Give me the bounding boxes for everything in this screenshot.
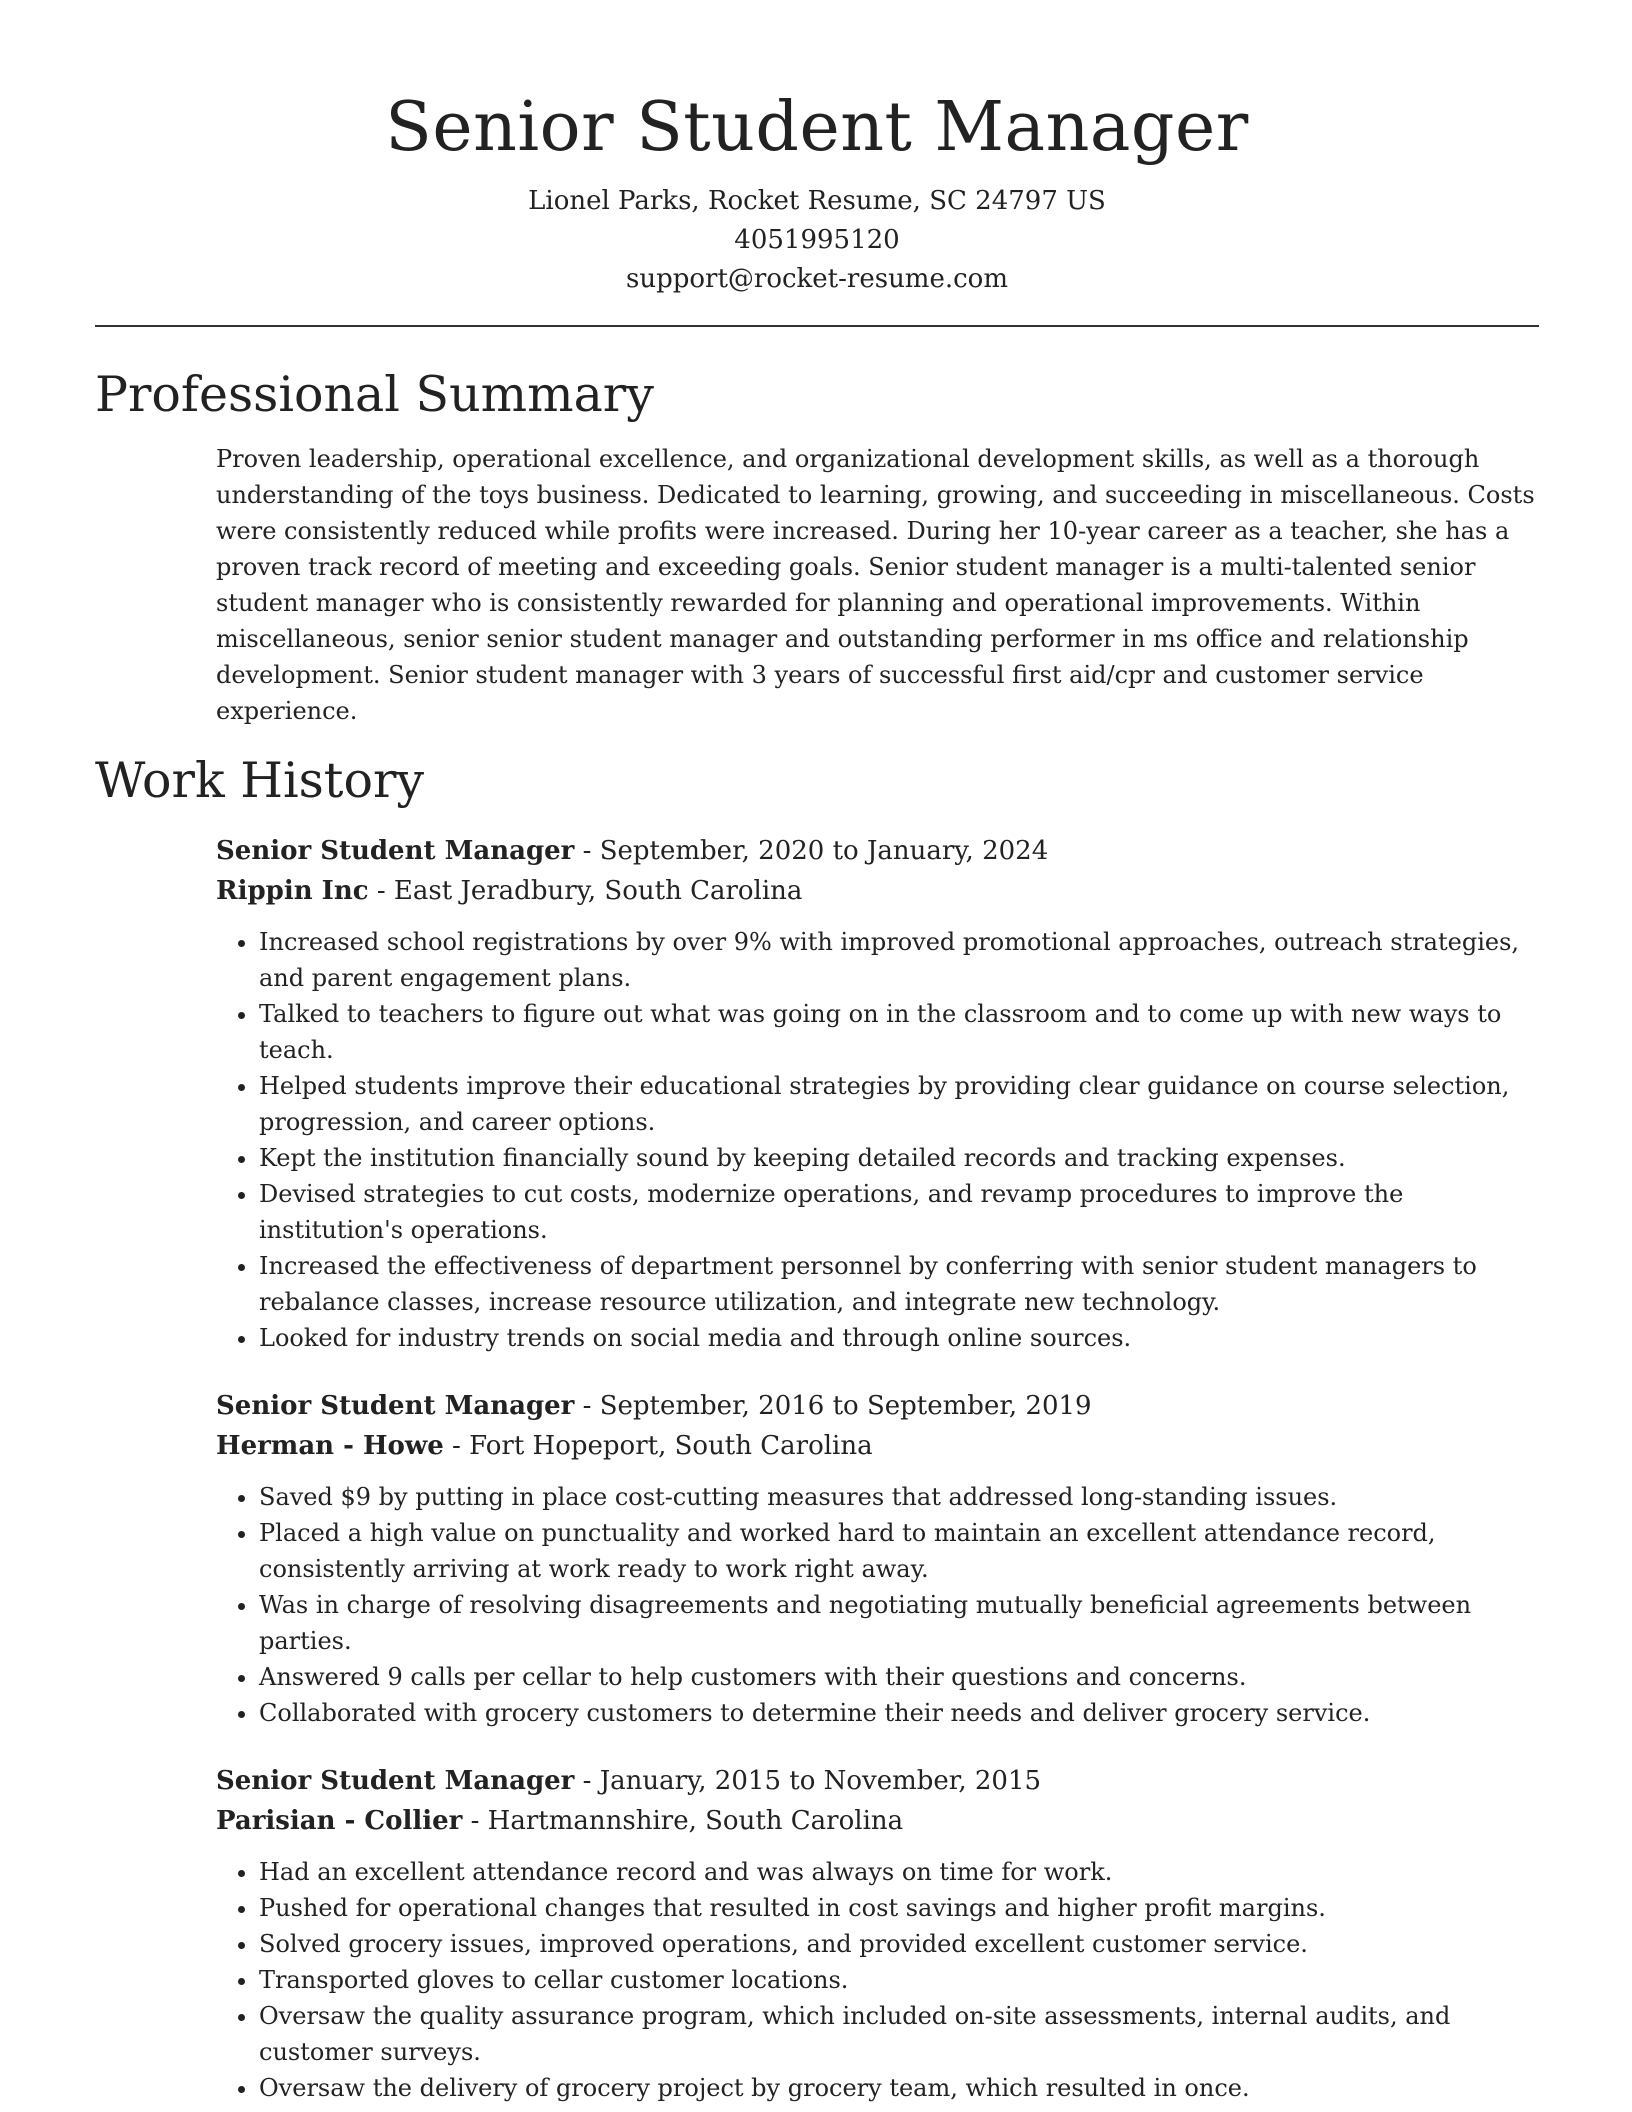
job-entry: [216, 1386, 1539, 1731]
job-dates: September, 2016 to September, 2019: [599, 1391, 1092, 1421]
job-entry: [216, 831, 1539, 1356]
job-role: Senior Student Manager: [216, 1766, 575, 1796]
job-bullet: • Devised strategies to cut costs, modernize operations, and revamp procedures to improve the institution's operations.: [259, 1176, 1539, 1248]
job-bullets: [216, 1479, 1539, 1731]
job-company: Rippin Inc: [216, 876, 369, 906]
job-separator: -: [574, 836, 600, 866]
header-divider: [95, 325, 1539, 327]
job-bullet: • Talked to teachers to figure out what was going on in the classroom and to come up with new ways to teach.: [259, 996, 1539, 1068]
job-bullet: • Had an excellent attendance record and was always on time for work.: [259, 1854, 1539, 1890]
job-dates: January, 2015 to November, 2015: [599, 1766, 1042, 1796]
job-title-line: [216, 1761, 1539, 1801]
job-location: Hartmannshire, South Carolina: [487, 1806, 904, 1836]
job-bullet: • Answered 9 calls per cellar to help customers with their questions and concerns.: [259, 1659, 1539, 1695]
job-title-line: [216, 1386, 1539, 1426]
job-bullet: • Oversaw the delivery of grocery project by grocery team, which resulted in once.: [259, 2070, 1539, 2106]
job-bullet: • Increased the effectiveness of department personnel by conferring with senior student managers to rebalance classes, increase resource utilization, and integrate new technology.: [259, 1248, 1539, 1320]
job-bullet: • Was in charge of resolving disagreements and negotiating mutually beneficial agreements between parties.: [259, 1587, 1539, 1659]
job-company: Herman - Howe: [216, 1431, 444, 1461]
job-location: Fort Hopeport, South Carolina: [469, 1431, 873, 1461]
contact-email: support@rocket-resume.com: [625, 264, 1008, 294]
work-history-heading: Work History: [95, 752, 425, 809]
job-company-line: [216, 1801, 1539, 1841]
job-role: Senior Student Manager: [216, 1391, 575, 1421]
job-separator: -: [574, 1766, 600, 1796]
job-bullet: • Helped students improve their educational strategies by providing clear guidance on course selection, progression, and career options.: [259, 1068, 1539, 1140]
job-bullet: • Increased school registrations by over 9% with improved promotional approaches, outreach strategies, and parent engagement plans.: [259, 924, 1539, 996]
job-bullet: • Placed a high value on punctuality and worked hard to maintain an excellent attendance record, consistently arriving at work ready to work right away.: [259, 1515, 1539, 1587]
work-history-list: [216, 831, 1539, 2106]
job-company: Parisian - Collier: [216, 1806, 463, 1836]
job-role: Senior Student Manager: [216, 836, 575, 866]
summary-heading: Professional Summary: [95, 366, 654, 423]
job-bullet: • Oversaw the quality assurance program, which included on-site assessments, internal audits, and customer surveys.: [259, 1998, 1539, 2070]
job-bullet: • Solved grocery issues, improved operations, and provided excellent customer service.: [259, 1926, 1539, 1962]
job-dates: September, 2020 to January, 2024: [599, 836, 1049, 866]
job-bullet: • Kept the institution financially sound by keeping detailed records and tracking expenses.: [259, 1140, 1539, 1176]
job-bullets: [216, 924, 1539, 1356]
job-separator: -: [574, 1391, 600, 1421]
job-company-line: [216, 1426, 1539, 1466]
job-separator: -: [462, 1806, 488, 1836]
job-bullet: • Collaborated with grocery customers to determine their needs and deliver grocery service.: [259, 1695, 1539, 1731]
contact-address: Lionel Parks, Rocket Resume, SC 24797 US: [528, 186, 1106, 216]
job-separator: -: [443, 1431, 470, 1461]
contact-phone: 4051995120: [734, 225, 900, 255]
job-separator: -: [368, 876, 394, 906]
job-bullet: • Looked for industry trends on social media and through online sources.: [259, 1320, 1539, 1356]
job-title-line: [216, 831, 1539, 871]
job-entry: [216, 1761, 1539, 2106]
job-bullets: [216, 1854, 1539, 2106]
job-bullet: • Pushed for operational changes that resulted in cost savings and higher profit margins.: [259, 1890, 1539, 1926]
job-bullet: • Saved $9 by putting in place cost-cutting measures that addressed long-standing issues.: [259, 1479, 1539, 1515]
job-location: East Jeradbury, South Carolina: [393, 876, 803, 906]
job-company-line: [216, 871, 1539, 911]
resume-name: Senior Student Manager: [385, 88, 1249, 167]
resume-page: [95, 0, 1539, 2106]
job-bullet: • Transported gloves to cellar customer locations.: [259, 1962, 1539, 1998]
contact-block: [95, 182, 1539, 299]
summary-text: Proven leadership, operational excellence, and organizational development skills, as well as a thorough understanding of the toys business. Dedicated to learning, growing, and succeeding in miscellaneous. Costs were consistently reduced while profits were increased. During her 10-year career as a teacher, she has a proven track record of meeting and exceeding goals. Senior student manager is a multi-talented senior student manager who is consistently rewarded for planning and operational improvements. Within miscellaneous, senior senior student manager and outstanding performer in ms office and relationship development. Senior student manager with 3 years of successful first aid/cpr and customer service experience.: [216, 445, 1535, 725]
